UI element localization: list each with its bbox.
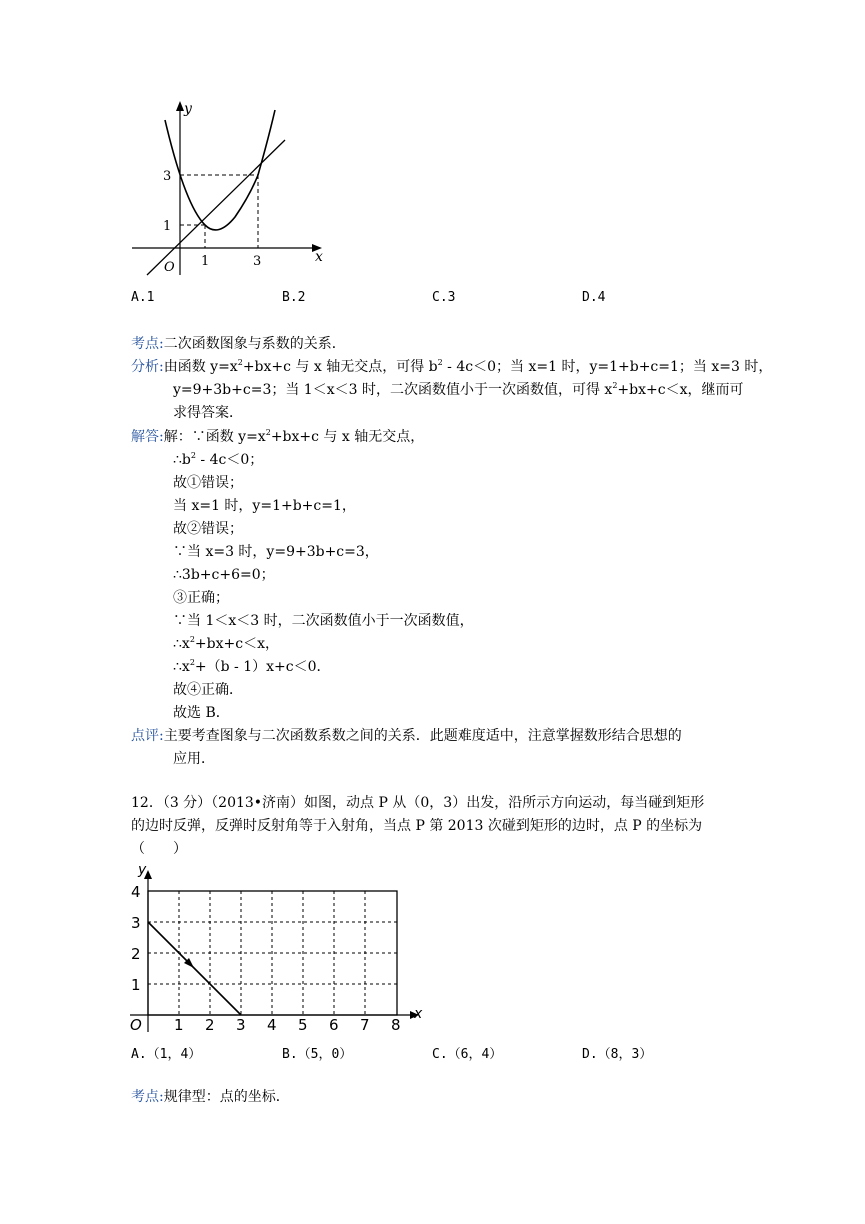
q12-kaodian-row [131, 1087, 290, 1107]
y-tick-4: 4 [131, 883, 141, 901]
dianping-label: 点评: [131, 728, 164, 744]
jieda-row-1: 解答:解：∵函数 $y=x^2+bx+c$ 与 x 轴无交点， [131, 428, 425, 445]
origin-label: O [130, 1016, 142, 1034]
kaodian-text: 二次函数图象与系数的关系． [163, 336, 346, 352]
x-axis-label: x [315, 249, 323, 265]
jieda-row-12: 故④正确． [173, 682, 243, 698]
jieda-row-5: 故②错误； [173, 521, 243, 537]
jieda-row-7: ∴3b+c+6=0； [173, 567, 275, 583]
q11-option-d: D.4 [582, 290, 606, 305]
x-tick-8: 8 [391, 1016, 401, 1034]
fenxi-label: 分析: [131, 359, 164, 375]
jieda-row-9: ∵当 1＜x＜3 时，二次函数值小于一次函数值， [173, 613, 474, 629]
y-axis-label: y [138, 862, 147, 878]
figure-reflection-grid [128, 862, 428, 1037]
jieda-row-11: $\therefore x^2+(b - 1)x+c<0$． [173, 658, 331, 675]
fenxi-row-3: 求得答案． [173, 405, 243, 421]
q12-stem-2: 的边时反弹，反弹时反射角等于入射角，当点 P 第 2013 次碰到矩形的边时，点 P 的坐标为 [131, 818, 703, 834]
jieda-row-13: 故选 B． [173, 705, 230, 721]
q12-stem-1: 12．（3 分）（2013•济南）如图，动点 P 从（0，3）出发，沿所示方向运动，每当碰到矩形 [131, 795, 705, 811]
q11-option-c: C.3 [432, 290, 456, 305]
x-axis-label: x [414, 1006, 423, 1022]
x-tick-1: 1 [174, 1016, 184, 1034]
fenxi-row-2: y=9+3b+c=3；当 1＜x＜3 时，二次函数值小于一次函数值，可得 $x^2+bx+c<x$，继而可 [173, 381, 744, 398]
jieda-row-4: 当 x=1 时，y=1+b+c=1， [173, 498, 356, 514]
origin-label: O [164, 260, 175, 275]
q11-option-a: A.1 [131, 290, 155, 305]
motion-path [148, 922, 241, 1015]
jieda-row-3: 故①错误； [173, 475, 243, 491]
x-tick-6: 6 [329, 1016, 339, 1034]
q12-option-a: A.（1，4） [131, 1047, 202, 1062]
x-tick-2: 2 [205, 1016, 215, 1034]
y-tick-3: 3 [163, 169, 172, 184]
q12-kaodian-text: 规律型：点的坐标． [163, 1089, 290, 1105]
y-tick-1: 1 [163, 219, 172, 234]
dianping-row-1: 点评:主要考查图象与二次函数系数之间的关系．此题难度适中，注意掌握数形结合思想的 [131, 728, 682, 744]
x-tick-5: 5 [298, 1016, 308, 1034]
q12-option-b: B.（5，0） [282, 1047, 353, 1062]
x-tick-7: 7 [360, 1016, 370, 1034]
kaodian-label: 考点: [131, 336, 164, 352]
y-axis-label: y [184, 101, 192, 117]
y-tick-1: 1 [131, 976, 141, 994]
x-tick-1: 1 [201, 254, 210, 269]
dianping-row-2: 应用． [173, 751, 215, 767]
jieda-row-8: ③正确； [173, 590, 229, 606]
fenxi-row-1: 分析:由函数 $y=x^2+bx+c$ 与 x 轴无交点，可得 $b^2 - 4c<0$；当 x=1 时，y=1+b+c=1；当 x=3 时， [131, 358, 773, 375]
y-tick-3: 3 [131, 914, 141, 932]
jieda-label: 解答: [131, 429, 164, 445]
y-tick-2: 2 [131, 945, 141, 963]
figure-parabola-line [125, 95, 335, 280]
q12-stem-3: （ ） [131, 841, 187, 857]
q12-option-c: C.（6，4） [432, 1047, 503, 1062]
y-axis-arrow [176, 101, 184, 111]
q12-option-d: D.（8，3） [582, 1047, 653, 1062]
q11-option-b: B.2 [282, 290, 306, 305]
jieda-row-2: $\therefore b^2 - 4c<0$； [173, 451, 264, 468]
q12-kaodian-label: 考点: [131, 1089, 164, 1105]
kaodian-row [131, 334, 346, 354]
x-tick-3: 3 [253, 254, 262, 269]
jieda-row-6: ∵当 x=3 时，y=9+3b+c=3， [173, 544, 379, 560]
x-tick-3: 3 [236, 1016, 246, 1034]
x-tick-4: 4 [267, 1016, 277, 1034]
line-y-equals-x [147, 140, 285, 275]
jieda-row-10: $\therefore x^2+bx+c<x$， [173, 635, 279, 652]
